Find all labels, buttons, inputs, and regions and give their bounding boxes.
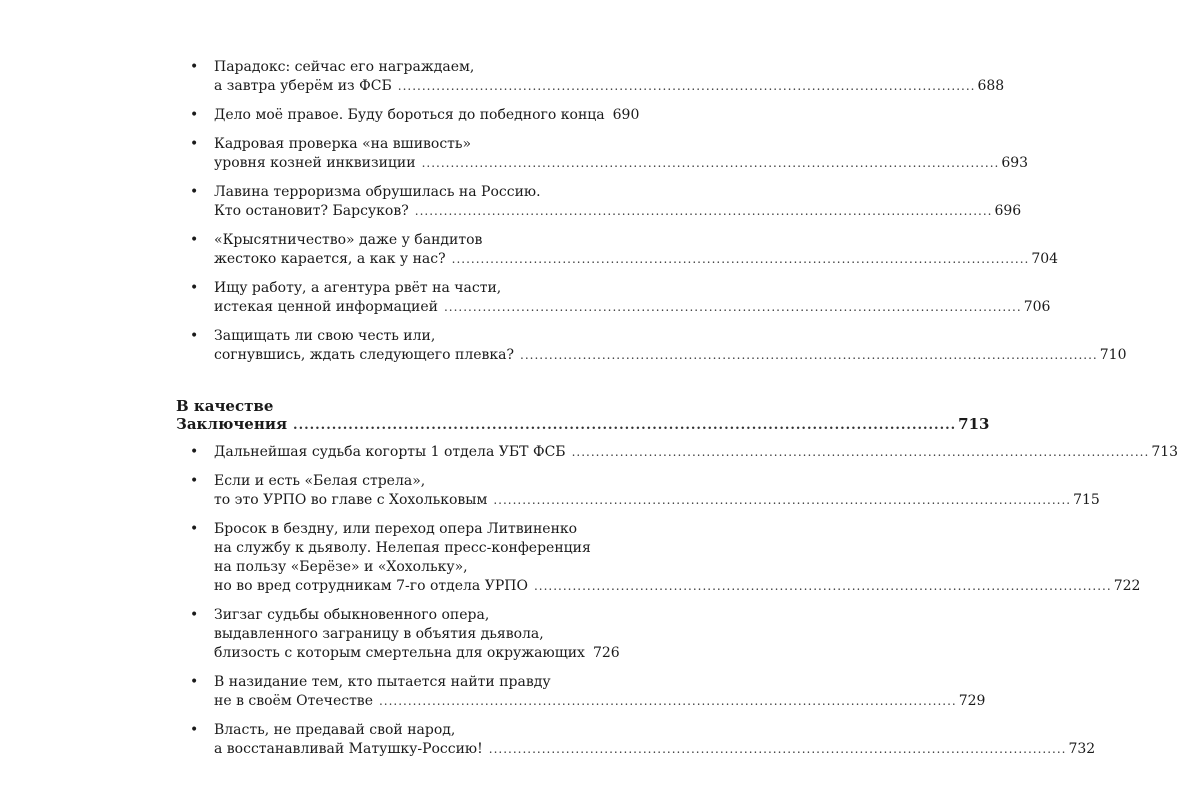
toc-entry [176,58,1005,96]
bullet-icon: • [190,607,199,623]
toc-page-number: 710 [1099,347,1127,363]
toc-entry [176,231,1059,269]
toc-page-number: 715 [1073,492,1100,508]
toc-entry-title-line: на пользу «Берёзе» и «Хохольку», [214,559,468,575]
section-title-line: В качестве [176,397,274,415]
toc-entry-title-line: на службу к дьяволу. Нелепая пресс-конференция [214,540,591,556]
toc-entry-title-line: Лавина терроризма обрушилась на Россию. [214,184,541,200]
toc-entry-title-line: Кадровая проверка «на вшивость» [214,136,472,152]
toc-page-number: 722 [1113,578,1141,594]
toc-entry-last-line [214,692,986,711]
toc-entry [176,106,640,125]
bullet-icon: • [190,232,199,248]
toc-entry [176,673,986,711]
toc-entry [176,183,1022,221]
toc-page-number: 688 [977,78,1005,94]
bullet-icon: • [190,328,199,344]
toc-entry-title-line: Кто остановит? Барсуков? [214,203,409,219]
toc-section-heading [176,397,990,435]
dot-leader: ........................................................................................................................ [378,694,957,708]
dot-leader: ........................................................................................................................ [293,418,957,433]
toc-page-number: 706 [1023,299,1051,315]
bullet-icon: • [190,280,199,296]
toc-page-number: 690 [612,107,640,123]
toc-entry-title-line: а завтра уберём из ФСБ [214,78,392,94]
toc-entry-title-line: то это УРПО во главе с Хохольковым [214,492,488,508]
toc-entry-last-line [214,154,1029,173]
bullet-icon: • [190,722,199,738]
toc-entry-title-line: выдавленного заграницу в объятия дьявола, [214,626,544,642]
toc-entry [176,135,1029,173]
dot-leader: ........................................................................................................................ [493,493,1072,507]
toc-entry [176,327,1127,365]
dot-leader: ........................................................................................................................ [443,300,1022,314]
toc-entry-title-line: Власть, не предавай свой народ, [214,722,456,738]
toc-page-number: 729 [958,693,986,709]
toc-entry-title-line: В назидание тем, кто пытается найти правду [214,674,551,690]
bullet-icon: • [190,107,199,123]
toc-page-number: 713 [1151,444,1178,460]
dot-leader: ........................................................................................................................ [421,156,1000,170]
toc-entry-title-line: Парадокс: сейчас его награждаем, [214,59,475,75]
toc-entry [176,520,1141,596]
toc-entry-title-line: Защищать ли свою честь или, [214,328,436,344]
toc-page-number: 726 [592,645,620,661]
section-title-last-line [176,415,990,435]
toc-entry-last-line [214,443,1178,462]
toc-entry-title-line: согнувшись, ждать следующего плевка? [214,347,515,363]
dot-leader: ........................................................................................................................ [414,204,993,218]
bullet-icon: • [190,521,199,537]
toc-entry [176,472,1100,510]
toc-entry-last-line [214,106,640,125]
toc-entry-last-line [214,250,1059,269]
toc-entry-title-line: близость с которым смертельна для окружающих [214,645,585,661]
toc-group-before [176,58,1127,365]
toc-page-number: 732 [1068,741,1096,757]
bullet-icon: • [190,136,199,152]
dot-leader: ........................................................................................................................ [451,252,1030,266]
toc-entry-title-line: не в своём Отечестве [214,693,373,709]
dot-leader: ........................................................................................................................ [533,579,1112,593]
section-title-text: Заключения [176,415,288,433]
toc-page-number: 704 [1031,251,1059,267]
toc-entry-last-line [214,644,620,663]
toc-entry-last-line [214,298,1051,317]
toc-entry-title-line: Бросок в бездну, или переход опера Литвиненко [214,521,578,537]
dot-leader: ........................................................................................................................ [488,742,1067,756]
toc-entry-last-line [214,491,1100,510]
table-of-contents [176,58,1178,769]
toc-entry-title-line: Дальнейшая судьба когорты 1 отдела УБТ ФСБ [214,444,566,460]
toc-entry-title-line: но во вред сотрудникам 7-го отдела УРПО [214,578,528,594]
toc-entry-last-line [214,740,1096,759]
toc-entry-title-line: жестоко карается, а как у нас? [214,251,446,267]
toc-entry-title-line: истекая ценной информацией [214,299,438,315]
bullet-icon: • [190,184,199,200]
bullet-icon: • [190,59,199,75]
toc-entry [176,279,1051,317]
toc-entry-last-line [214,77,1005,96]
bullet-icon: • [190,444,199,460]
dot-leader: ........................................................................................................................ [397,79,976,93]
toc-entry-last-line [214,202,1022,221]
bullet-icon: • [190,674,199,690]
toc-page-number: 693 [1001,155,1029,171]
toc-entry [176,606,620,663]
toc-entry-title-line: Если и есть «Белая стрела», [214,473,426,489]
toc-entry-title-line: уровня козней инквизиции [214,155,416,171]
toc-entry-title-line: «Крысятничество» даже у бандитов [214,232,483,248]
toc-entry-title-line: Дело моё правое. Буду бороться до победного конца [214,107,605,123]
dot-leader: ........................................................................................................................ [571,445,1150,459]
toc-entry-last-line [214,346,1127,365]
toc-entry-title-line: а восстанавливай Матушку-Россию! [214,741,483,757]
toc-group-after [176,443,1178,759]
toc-page-number: 696 [994,203,1022,219]
toc-entry [176,443,1178,462]
dot-leader: ........................................................................................................................ [520,348,1098,362]
toc-entry-title-line: Ищу работу, а агентура рвёт на части, [214,280,502,296]
toc-entry-last-line [214,577,1141,596]
section-page-number: 713 [958,415,990,433]
bullet-icon: • [190,473,199,489]
toc-entry [176,721,1096,759]
toc-entry-title-line: Зигзаг судьбы обыкновенного опера, [214,607,490,623]
